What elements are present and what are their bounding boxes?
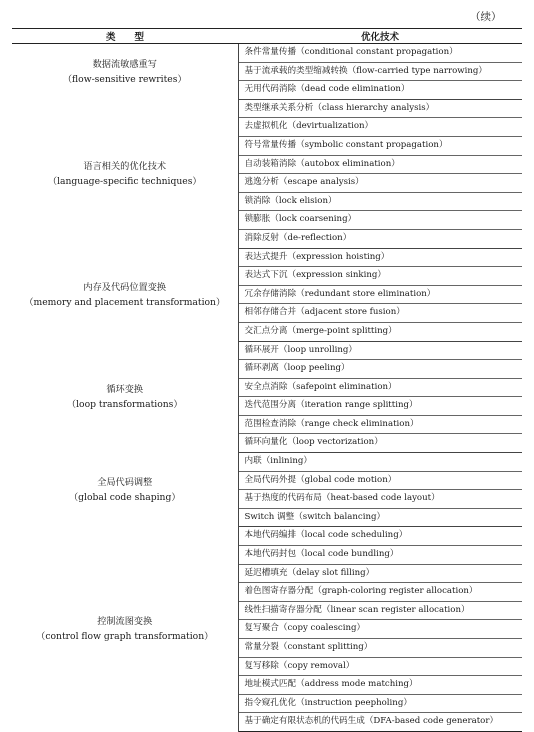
technique-cell: 基于确定有限状态机的代码生成（DFA-based code generator）	[238, 713, 522, 732]
technique-cell: 去虚拟机化（devirtualization）	[238, 118, 522, 137]
optimization-table	[12, 28, 522, 732]
technique-cell: 条件常量传播（conditional constant propagation）	[238, 44, 522, 63]
category-english-name: （control flow graph transformation）	[36, 631, 214, 643]
category-english-name: （language-specific techniques）	[47, 175, 202, 187]
technique-cell: 迭代范围分离（iteration range splitting）	[238, 397, 522, 416]
category-cell	[12, 99, 238, 248]
category-name: 内存及代码位置变换	[83, 281, 167, 293]
table-header-row	[12, 29, 522, 44]
category-english-name: （global code shaping）	[68, 491, 181, 503]
continued-label: （续）	[470, 11, 502, 23]
table-body	[12, 44, 522, 732]
category-english-name: （loop transformations）	[66, 398, 183, 410]
header-type: 类 型	[12, 29, 238, 44]
technique-cell: 循环展开（loop unrolling）	[238, 341, 522, 360]
technique-cell: 指令窥孔优化（instruction peepholing）	[238, 694, 522, 713]
technique-cell: 本地代码封包（local code bundling）	[238, 546, 522, 565]
technique-cell: 冗余存储消除（redundant store elimination）	[238, 285, 522, 304]
category-english-name: （flow-sensitive rewrites）	[62, 73, 187, 85]
technique-cell: 类型继承关系分析（class hierarchy analysis）	[238, 99, 522, 118]
technique-cell: 循环向量化（loop vectorization）	[238, 434, 522, 453]
technique-cell: 交汇点分离（merge-point splitting）	[238, 322, 522, 341]
technique-cell: 表达式提升（expression hoisting）	[238, 248, 522, 267]
header-technique: 优化技术	[238, 29, 522, 44]
category-cell	[12, 44, 238, 100]
table-row	[12, 248, 522, 267]
category-cell	[12, 453, 238, 527]
technique-cell: 符号常量传播（symbolic constant propagation）	[238, 136, 522, 155]
technique-cell: 自动装箱消除（autobox elimination）	[238, 155, 522, 174]
technique-cell: 循环剥离（loop peeling）	[238, 360, 522, 379]
technique-cell: 内联（inlining）	[238, 453, 522, 472]
technique-cell: 着色图寄存器分配（graph-coloring register allocation）	[238, 583, 522, 602]
table-row	[12, 44, 522, 63]
technique-cell: 安全点消除（safepoint elimination）	[238, 378, 522, 397]
technique-cell: 相邻存储合并（adjacent store fusion）	[238, 304, 522, 323]
technique-cell: 锁膨胀（lock coarsening）	[238, 211, 522, 230]
technique-cell: 全局代码外提（global code motion）	[238, 471, 522, 490]
category-name: 语言相关的优化技术	[83, 160, 167, 172]
technique-cell: 本地代码编排（local code scheduling）	[238, 527, 522, 546]
category-cell	[12, 248, 238, 341]
category-name: 控制流图变换	[97, 616, 153, 628]
table-row	[12, 341, 522, 360]
table-row	[12, 99, 522, 118]
technique-cell: 基于热度的代码布局（heat-based code layout）	[238, 490, 522, 509]
category-english-name: （memory and placement transformation）	[24, 296, 226, 308]
category-cell	[12, 341, 238, 453]
technique-cell: 线性扫描寄存器分配（linear scan register allocation）	[238, 601, 522, 620]
technique-cell: 地址模式匹配（address mode matching）	[238, 676, 522, 695]
table-row	[12, 527, 522, 546]
technique-cell: 常量分裂（constant splitting）	[238, 639, 522, 658]
technique-cell: 锁消除（lock elision）	[238, 192, 522, 211]
technique-cell: 范围检查消除（range check elimination）	[238, 415, 522, 434]
technique-cell: Switch 调整（switch balancing）	[238, 508, 522, 527]
category-name: 数据流敏感重写	[92, 58, 157, 70]
technique-cell: 无用代码消除（dead code elimination）	[238, 81, 522, 100]
technique-cell: 表达式下沉（expression sinking）	[238, 267, 522, 286]
technique-cell: 延迟槽填充（delay slot filling）	[238, 564, 522, 583]
category-name: 全局代码调整	[97, 476, 153, 488]
technique-cell: 复写聚合（copy coalescing）	[238, 620, 522, 639]
table-row	[12, 453, 522, 472]
technique-cell: 复写移除（copy removal）	[238, 657, 522, 676]
category-name: 循环变换	[106, 383, 144, 395]
technique-cell: 消除反射（de-reflection）	[238, 229, 522, 248]
technique-cell: 基于流承载的类型缩减转换（flow-carried type narrowing）	[238, 62, 522, 81]
technique-cell: 逃逸分析（escape analysis）	[238, 174, 522, 193]
